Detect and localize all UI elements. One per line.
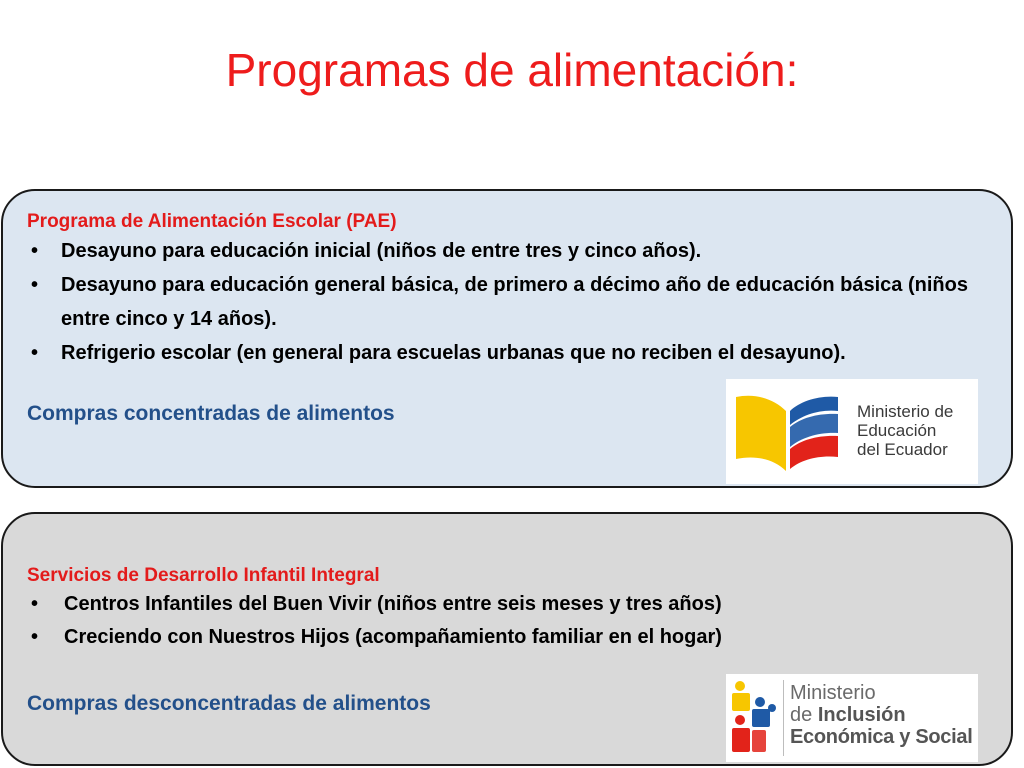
bullet-icon: • — [31, 593, 39, 615]
list-item-text: Desayuno para educación inicial (niños de entre tres y cinco años). — [61, 240, 702, 262]
list-item — [27, 234, 991, 268]
pae-footer: Compras concentradas de alimentos — [27, 402, 395, 425]
ministerio-inclusion-logo — [726, 674, 978, 762]
list-item-text: Refrigerio escolar (en general para escuelas urbanas que no reciben el desayuno). — [61, 342, 846, 364]
list-item — [27, 588, 991, 621]
ministerio-educacion-logo — [726, 379, 978, 484]
list-item — [27, 268, 991, 336]
ministerio-educacion-logo-text: Ministerio de Educación del Ecuador — [857, 402, 954, 459]
list-item — [27, 621, 991, 654]
sdii-heading: Servicios de Desarrollo Infantil Integral — [27, 565, 380, 586]
slide-title: Programas de alimentación: — [225, 44, 799, 96]
bullet-icon: • — [31, 342, 39, 364]
list-item-text: Creciendo con Nuestros Hijos (acompañamiento familiar en el hogar) — [64, 626, 722, 648]
pae-heading: Programa de Alimentación Escolar (PAE) — [27, 211, 397, 232]
bullet-icon: • — [31, 626, 39, 648]
list-item — [27, 336, 991, 370]
sdii-footer: Compras desconcentradas de alimentos — [27, 692, 431, 715]
bullet-icon: • — [31, 274, 39, 296]
puzzle-people-icon — [728, 678, 780, 758]
book-flag-icon — [734, 389, 840, 473]
list-item-text: Desayuno para educación general básica, de primero a décimo año de educación básica (niños entre cinco y 14 años). — [61, 274, 968, 330]
sdii-bullet-list — [27, 588, 991, 654]
logo-divider — [783, 680, 784, 756]
ministerio-inclusion-logo-text: Ministerio de Inclusión Económica y Social — [790, 682, 973, 748]
pae-bullet-list — [27, 234, 991, 370]
bullet-icon: • — [31, 240, 39, 262]
list-item-text: Centros Infantiles del Buen Vivir (niños entre seis meses y tres años) — [64, 593, 722, 615]
